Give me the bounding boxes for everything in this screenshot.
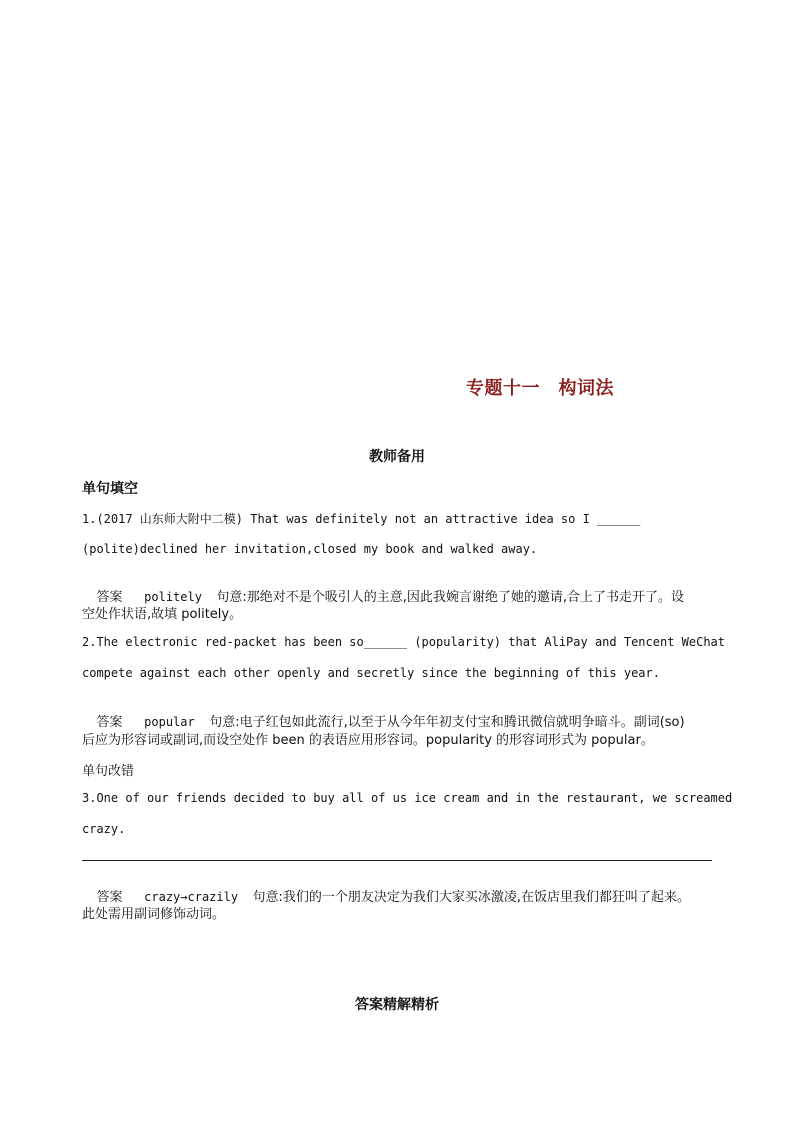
answer-explanation: 句意:电子红包如此流行,以至于从今年年初支付宝和腾讯微信就明争暗斗。副词(so) xyxy=(209,715,685,730)
answer-label: 答案 xyxy=(96,890,123,905)
question-3-answer xyxy=(82,872,690,905)
answer-explanation: 句意:那绝对不是个吸引人的主意,因此我婉言谢绝了她的邀请,合上了书走开了。设 xyxy=(216,590,685,605)
question-3-line-2: crazy. xyxy=(82,822,126,836)
document-title: 专题十一 构词法 xyxy=(466,378,614,399)
answer-explanation: 句意:我们的一个朋友决定为我们大家买冰激凌,在饭店里我们都狂叫了起来。 xyxy=(252,890,691,905)
question-2-explanation-cont: 后应为形容词或副词,而设空处作 been 的表语应用形容词。popularity 的形容词形式为 popular。 xyxy=(82,733,654,748)
answer-word: popular xyxy=(144,715,195,729)
question-3-explanation-cont: 此处需用副词修饰动词。 xyxy=(82,907,226,922)
answer-divider xyxy=(82,860,712,861)
question-2-line-2: compete against each other openly and secretly since the beginning of this year. xyxy=(82,666,660,680)
answer-label: 答案 xyxy=(96,590,123,605)
question-3-line-1: 3.One of our friends decided to buy all of us ice cream and in the restaurant, we screamed xyxy=(82,791,733,805)
answer-word: politely xyxy=(144,590,202,604)
question-2-line-1: 2.The electronic red-packet has been so______ (popularity) that AliPay and Tencent WeChat xyxy=(82,635,725,649)
question-2-answer xyxy=(82,697,685,730)
teacher-section-heading: 教师备用 xyxy=(369,449,425,465)
question-1-line-1: 1.(2017 山东师大附中二模) That was definitely not an attractive idea so I ______ xyxy=(82,512,641,526)
question-1-line-2: (polite)declined her invitation,closed my book and walked away. xyxy=(82,542,538,556)
correction-section-heading: 单句改错 xyxy=(82,764,135,779)
answer-word: crazy→crazily xyxy=(144,890,239,904)
answer-label: 答案 xyxy=(96,715,123,730)
question-1-answer xyxy=(82,572,684,605)
fill-in-section-heading: 单句填空 xyxy=(82,481,138,497)
answer-analysis-heading: 答案精解精析 xyxy=(355,997,439,1013)
question-1-explanation-cont: 空处作状语,故填 politely。 xyxy=(82,607,243,622)
